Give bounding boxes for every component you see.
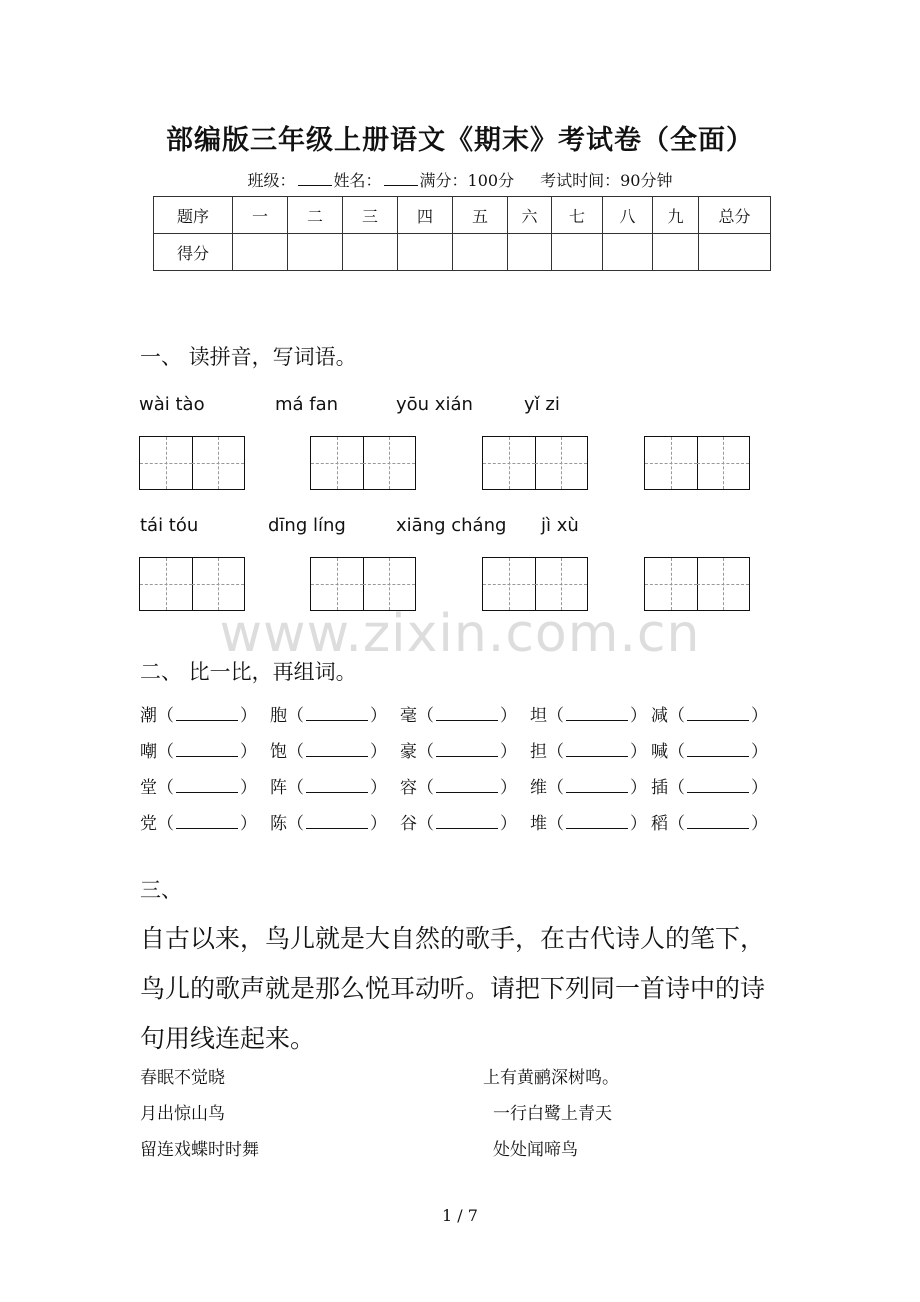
table-header-cell: 四 [398,197,453,234]
compare-item: 毫（ ） [400,706,517,726]
answer-blank[interactable] [566,742,628,757]
page-number: 1 / 7 [442,1206,478,1225]
compare-item: 容（ ） [400,778,517,798]
pinyin-label: dīng líng [268,515,346,536]
table-header-cell: 题序 [154,197,233,234]
score-cell[interactable] [233,234,288,271]
answer-blank[interactable] [436,814,498,829]
answer-blank[interactable] [436,706,498,721]
table-header-cell: 八 [603,197,653,234]
pinyin-label: jì xù [541,515,579,536]
poem-line-right[interactable]: 一行白鹭上青天 [493,1104,612,1124]
class-label: 班级： [247,171,296,190]
compare-item: 潮（ ） [140,706,257,726]
writing-grid[interactable] [310,557,416,611]
writing-grid[interactable] [482,436,588,490]
answer-blank[interactable] [436,778,498,793]
score-table [153,196,771,271]
writing-grid[interactable] [310,436,416,490]
table-header-cell: 七 [552,197,603,234]
pinyin-label: tái tóu [140,515,199,536]
compare-item: 减（ ） [651,706,768,726]
answer-blank[interactable] [687,742,749,757]
poem-line-left[interactable]: 留连戏蝶时时舞 [140,1140,259,1160]
score-row-label: 得分 [154,234,233,271]
compare-char: 潮 [140,706,157,726]
poem-line-right[interactable]: 上有黄鹂深树鸣。 [483,1068,619,1088]
table-header-cell: 九 [653,197,699,234]
pinyin-label: má fan [275,394,339,415]
section2-title: 二、 比一比，再组词。 [140,660,357,684]
name-label: 姓名： [333,171,382,190]
compare-item: 堆（ ） [530,814,647,834]
answer-blank[interactable] [176,814,238,829]
writing-grid[interactable] [482,557,588,611]
pinyin-label: xiāng cháng [396,515,507,536]
poem-line-left[interactable]: 月出惊山鸟 [140,1104,225,1124]
score-table-score-row [154,234,771,271]
compare-char: 喊 [651,742,668,762]
compare-char: 堆 [530,814,547,834]
compare-item: 陈（ ） [270,814,387,834]
compare-item: 坦（ ） [530,706,647,726]
score-cell[interactable] [699,234,771,271]
compare-char: 嘲 [140,742,157,762]
compare-char: 堂 [140,778,157,798]
time-label: 考试时间：90分钟 [540,171,673,190]
answer-blank[interactable] [306,742,368,757]
writing-grid[interactable] [139,557,245,611]
poem-line-left[interactable]: 春眠不觉晓 [140,1068,225,1088]
compare-item: 党（ ） [140,814,257,834]
compare-item: 堂（ ） [140,778,257,798]
answer-blank[interactable] [306,706,368,721]
compare-item: 豪（ ） [400,742,517,762]
answer-blank[interactable] [436,742,498,757]
answer-blank[interactable] [306,778,368,793]
answer-blank[interactable] [687,814,749,829]
section1-title: 一、 读拼音，写词语。 [140,345,357,369]
answer-blank[interactable] [306,814,368,829]
compare-char: 饱 [270,742,287,762]
writing-grid[interactable] [139,436,245,490]
compare-char: 阵 [270,778,287,798]
table-header-cell: 五 [453,197,508,234]
compare-char: 陈 [270,814,287,834]
compare-item: 担（ ） [530,742,647,762]
table-header-cell: 一 [233,197,288,234]
pinyin-label: yǐ zi [524,394,560,415]
compare-item: 稻（ ） [651,814,768,834]
score-cell[interactable] [288,234,343,271]
compare-char: 谷 [400,814,417,834]
compare-char: 担 [530,742,547,762]
compare-item: 维（ ） [530,778,647,798]
answer-blank[interactable] [687,778,749,793]
compare-item: 喊（ ） [651,742,768,762]
compare-char: 稻 [651,814,668,834]
table-header-cell: 三 [343,197,398,234]
compare-char: 毫 [400,706,417,726]
table-header-cell: 六 [508,197,552,234]
compare-item: 谷（ ） [400,814,517,834]
table-header-cell: 二 [288,197,343,234]
compare-char: 坦 [530,706,547,726]
compare-item: 胞（ ） [270,706,387,726]
watermark: www.zixin.com.cn [219,604,701,664]
score-cell[interactable] [508,234,552,271]
answer-blank[interactable] [566,814,628,829]
compare-char: 豪 [400,742,417,762]
pinyin-label: yōu xián [396,394,473,415]
score-cell[interactable] [453,234,508,271]
answer-blank[interactable] [566,706,628,721]
score-cell[interactable] [552,234,603,271]
name-blank[interactable] [384,171,418,186]
compare-char: 党 [140,814,157,834]
writing-grid[interactable] [644,557,750,611]
compare-char: 维 [530,778,547,798]
score-cell[interactable] [653,234,699,271]
instruction-paragraph: 自古以来，鸟儿就是大自然的歌手，在古代诗人的笔下，鸟儿的歌声就是那么悦耳动听。请把下列同一首诗中的诗句用线连起来。 [140,924,766,1053]
score-table-header-row [154,197,771,234]
table-header-cell: 总分 [699,197,771,234]
class-blank[interactable] [298,171,332,186]
pinyin-label: wài tào [139,394,205,415]
compare-item: 阵（ ） [270,778,387,798]
compare-char: 插 [651,778,668,798]
answer-blank[interactable] [687,706,749,721]
compare-item: 嘲（ ） [140,742,257,762]
compare-item: 饱（ ） [270,742,387,762]
compare-char: 胞 [270,706,287,726]
section3-title: 三、 [140,878,182,902]
compare-char: 容 [400,778,417,798]
score-cell[interactable] [343,234,398,271]
score-label: 满分：100分 [419,171,515,190]
compare-item: 插（ ） [651,778,768,798]
writing-grid[interactable] [644,436,750,490]
score-cell[interactable] [603,234,653,271]
answer-blank[interactable] [176,778,238,793]
exam-info [0,168,920,191]
compare-char: 减 [651,706,668,726]
poem-line-right[interactable]: 处处闻啼鸟 [493,1140,578,1160]
answer-blank[interactable] [176,706,238,721]
page-title: 部编版三年级上册语文《期末》考试卷（全面） [166,125,754,156]
answer-blank[interactable] [176,742,238,757]
answer-blank[interactable] [566,778,628,793]
score-cell[interactable] [398,234,453,271]
